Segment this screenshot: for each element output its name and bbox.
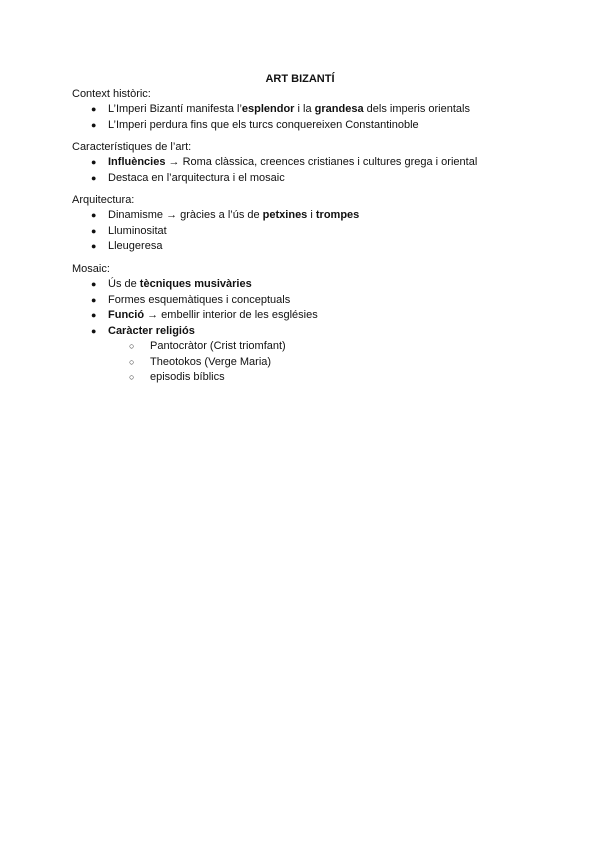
text-run: Destaca en l’arquitectura i el mosaic <box>108 171 285 184</box>
page-title: ART BIZANTÍ <box>265 73 335 85</box>
section-heading: Mosaic: <box>72 263 110 275</box>
text-run-bold: Funció <box>108 309 145 321</box>
bullet-icon: ● <box>91 210 97 220</box>
text-run-bold: petxines <box>262 209 308 221</box>
list-item <box>72 277 542 293</box>
bullet-icon: ● <box>91 325 97 336</box>
bullet-icon: ● <box>91 241 97 251</box>
text-run: L’Imperi Bizantí manifesta l’ <box>108 103 242 115</box>
list-item <box>72 155 542 171</box>
text-run-bold: tècniques musivàries <box>139 278 252 290</box>
sub-bullet-list <box>108 339 542 386</box>
list-item <box>72 171 542 187</box>
list-item <box>72 224 542 240</box>
text-run: → Roma clàssica, creences cristianes i cultures grega i oriental <box>165 156 478 168</box>
text-run: Ús de <box>108 278 140 290</box>
bullet-list <box>72 102 542 133</box>
list-item <box>72 293 542 309</box>
section-heading: Característiques de l’art: <box>72 141 192 153</box>
bullet-icon: ● <box>91 104 97 114</box>
bullet-icon: ● <box>91 119 97 130</box>
text-run: Lleugeresa <box>108 240 163 252</box>
text-run-bold: esplendor <box>241 103 295 115</box>
text-run: → embellir interior de les esglésies <box>144 309 318 321</box>
sub-list-item <box>108 370 542 386</box>
text-run-bold: trompes <box>315 209 360 221</box>
bullet-list <box>72 155 542 186</box>
section-caracteristiques <box>72 140 542 186</box>
text-run: L’Imperi perdura fins que els turcs conquereixen Constantinoble <box>108 118 419 131</box>
hollow-bullet-icon: ○ <box>129 341 135 351</box>
text-run: Lluminositat <box>108 224 167 237</box>
list-item <box>72 308 542 324</box>
section-heading: Arquitectura: <box>72 194 135 206</box>
text-run: Dinamisme → gràcies a l’ús de <box>108 209 263 221</box>
text-run: i la <box>294 103 315 115</box>
list-item <box>72 118 542 134</box>
sub-list-item <box>108 339 542 355</box>
list-item <box>72 324 542 386</box>
list-item <box>72 239 542 255</box>
bullet-icon: ● <box>91 310 97 320</box>
bullet-icon: ● <box>91 225 97 236</box>
text-run: Pantocràtor (Crist triomfant) <box>150 340 286 352</box>
text-run: Formes esquemàtiques i conceptuals <box>108 293 291 306</box>
hollow-bullet-icon: ○ <box>129 372 135 382</box>
sub-list-item <box>108 355 542 371</box>
bullet-list <box>72 208 542 255</box>
section-mosaic <box>72 262 542 386</box>
text-run-bold: grandesa <box>314 103 364 115</box>
list-item <box>72 208 542 224</box>
bullet-list <box>72 277 542 386</box>
text-run: i <box>307 209 316 221</box>
hollow-bullet-icon: ○ <box>129 356 135 367</box>
text-run: dels imperis orientals <box>363 103 470 115</box>
bullet-icon: ● <box>91 157 97 167</box>
section-context-historic <box>72 87 542 133</box>
text-run-bold: Caràcter religiós <box>108 324 195 337</box>
text-run: episodis bíblics <box>150 371 225 383</box>
bullet-icon: ● <box>91 172 97 183</box>
bullet-icon: ● <box>91 279 97 289</box>
text-run: Theotokos (Verge Maria) <box>150 355 272 368</box>
bullet-icon: ● <box>91 294 97 305</box>
text-run-bold: Influències <box>108 156 166 168</box>
list-item <box>72 102 542 118</box>
section-heading: Context històric: <box>72 88 151 100</box>
section-arquitectura <box>72 193 542 255</box>
